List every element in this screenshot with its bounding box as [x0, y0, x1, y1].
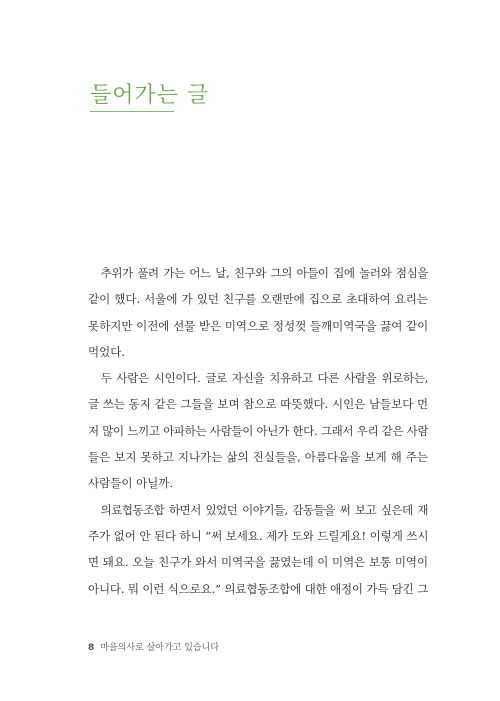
- text-line: 저 많이 느끼고 아파하는 사람들이 아닌가 한다. 그래서 우리 같은 사람: [88, 423, 429, 438]
- text-line: 사람들이 아닐까.: [88, 476, 174, 491]
- page-footer: [88, 640, 219, 653]
- text-line: 두 사람은 시인이다. 글로 자신을 치유하고 다른 사람을 위로하는,: [100, 371, 428, 386]
- text-line: 의료협동조합 하면서 있었던 이야기들, 감동들을 써 보고 싶은데 재: [100, 502, 428, 517]
- text-line: 글 쓰는 동지 같은 그들을 보며 참으로 따뜻했다. 시인은 남들보다 먼: [88, 397, 429, 412]
- text-line: 들은 보지 못하고 지나가는 삶의 진실들을, 아름다움을 보게 해 주는: [88, 450, 428, 465]
- paragraph: [88, 260, 428, 365]
- text-line: 못하지만 이전에 선물 받은 미역으로 정성껏 들깨미역국을 끓여 같이: [88, 318, 429, 333]
- paragraph: [88, 497, 428, 602]
- paragraph: [88, 365, 428, 496]
- text-line: 아니다. 뭐 이런 식으로요.” 의료협동조합에 대한 애정이 가득 담긴 그: [88, 581, 429, 596]
- body-text: [88, 260, 428, 602]
- running-title: 마을의사로 살아가고 있습니다: [100, 643, 220, 653]
- section-title: 들어가는 글: [90, 83, 210, 108]
- text-line: 면 돼요. 오늘 친구가 와서 미역국을 끓였는데 이 미역은 보통 미역이: [88, 555, 429, 570]
- title-underline: [90, 111, 174, 112]
- text-line: 같이 했다. 서울에 가 있던 친구를 오랜만에 집으로 초대하여 요리는: [88, 292, 428, 307]
- page-number: 8: [88, 643, 95, 653]
- text-line: 먹었다.: [88, 344, 125, 359]
- text-line: 추위가 풀려 가는 어느 날, 친구와 그의 아들이 집에 놀러와 점심을: [100, 266, 428, 280]
- text-line: 주가 없어 안 된다 하니 “써 보세요. 제가 도와 드릴게요! 이렇게 쓰시: [88, 528, 429, 543]
